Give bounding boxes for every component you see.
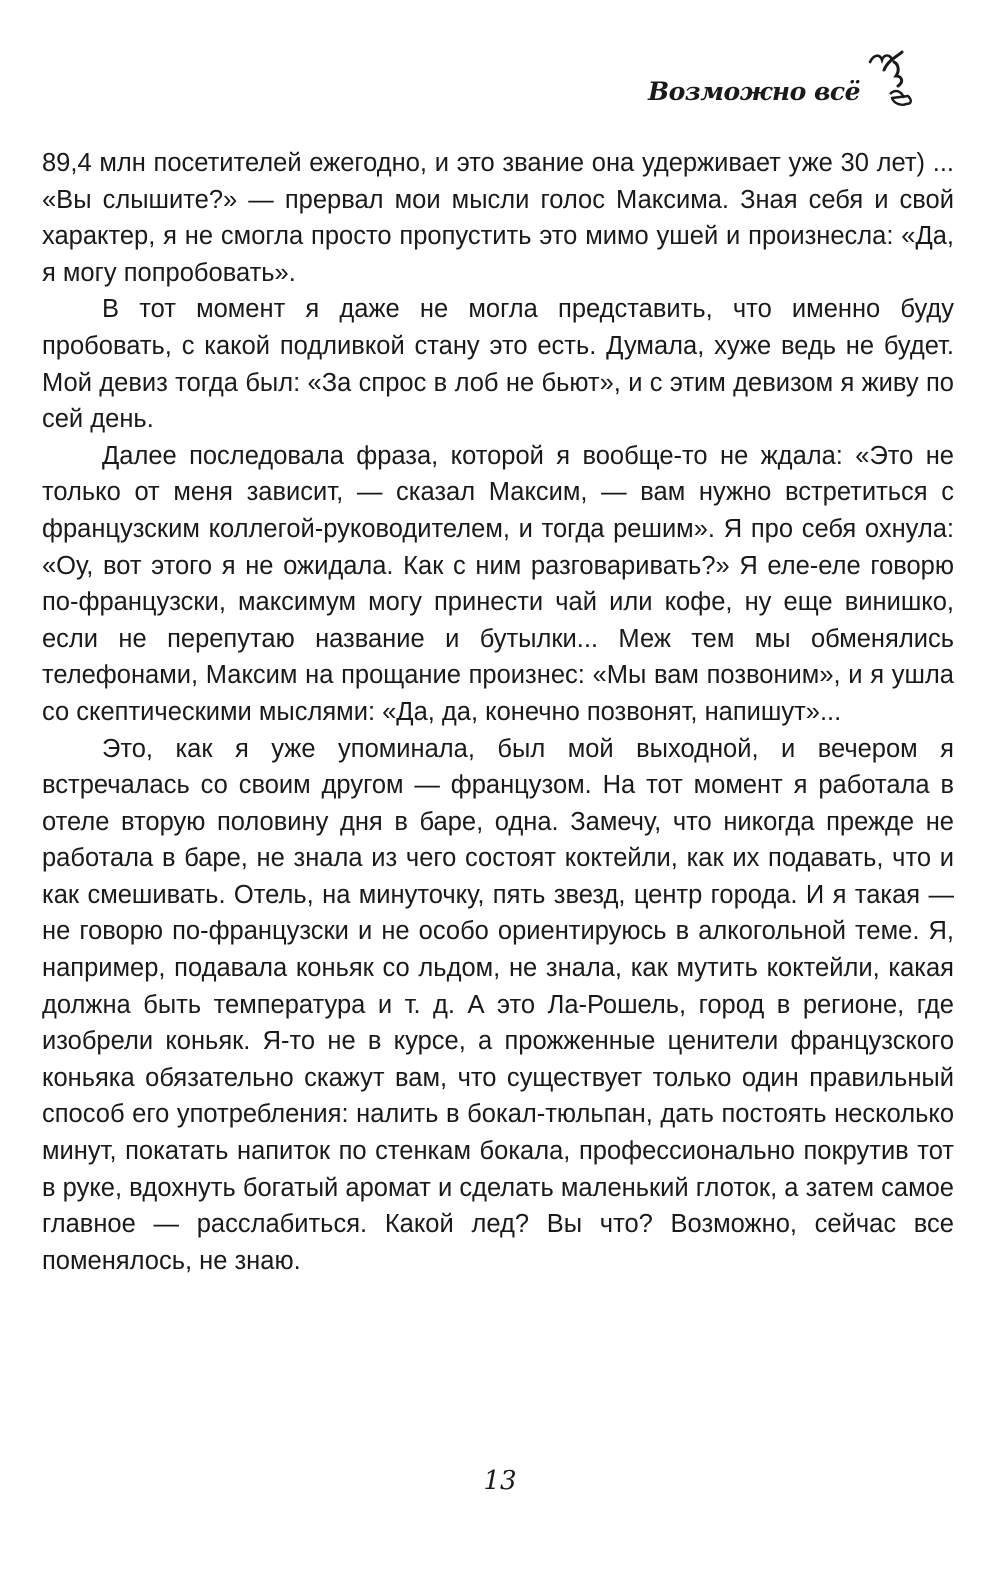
body-text (42, 145, 954, 1279)
paragraph: Это, как я уже упоминала, был мой выходной, и вечером я встречалась со своим другом — французом. На тот момент я работала в отеле вторую половину дня в баре, одна. Замечу, что никогда прежде не работала в баре, не знала из чего состоят коктейли, как их подавать, что и как смешивать. Отель, на минуточку, пять звезд, центр города. И я такая — не говорю по-французски и не особо ориентируюсь в алкогольной теме. Я, например, подавала коньяк со льдом, не знала, как мутить коктейли, какая должна быть температура и т. д. А это Ла-Рошель, город в регионе, где изобрели коньяк. Я-то не в курсе, а прожженные ценители французского коньяка обязательно скажут вам, что существует только один правильный способ его употребления: налить в бокал-тюльпан, дать постоять несколько минут, покатать напиток по стенкам бокала, профессионально покрутив тот в руке, вдохнуть богатый аромат и сделать маленький глоток, а затем самое главное — расслабиться. Какой лед? Вы что? Возможно, сейчас все поменялось, не знаю. (42, 734, 954, 1275)
birds-icon (864, 48, 918, 110)
paragraph: Далее последовала фраза, которой я вообще-то не ждала: «Это не только от меня зависит, — сказал Максим, — вам нужно встретиться с французским коллегой-руководителем, и тогда решим». Я про себя охнула: «Оу, вот этого я не ожидала. Как с ним разговаривать?» Я еле-еле говорю по-французски, максимум могу принести чай или кофе, ну еще винишко, если не перепутаю название и бутылки... Меж тем мы обменялись телефонами, Максим на прощание произнес: «Мы вам позвоним», и я ушла со скептическими мыслями: «Да, да, конечно позвонят, напишут»... (42, 441, 954, 726)
page-number: 13 (483, 1466, 517, 1496)
paragraph: В тот момент я даже не могла представить, что именно буду пробовать, с какой подливкой стану это есть. Думала, хуже ведь не будет. Мой девиз тогда был: «За спрос в лоб не бьют», и с этим девизом я живу по сей день. (42, 295, 954, 434)
running-header (648, 48, 918, 110)
running-header-title: Возможно всё (648, 77, 860, 106)
paragraph: 89,4 млн посетителей ежегодно, и это звание она удерживает уже 30 лет) ... «Вы слышите?» — прервал мои мысли голос Максима. Зная себя и свой характер, я не смогла просто пропустить это мимо ушей и произнесла: «Да, я могу попробовать». (42, 149, 954, 287)
